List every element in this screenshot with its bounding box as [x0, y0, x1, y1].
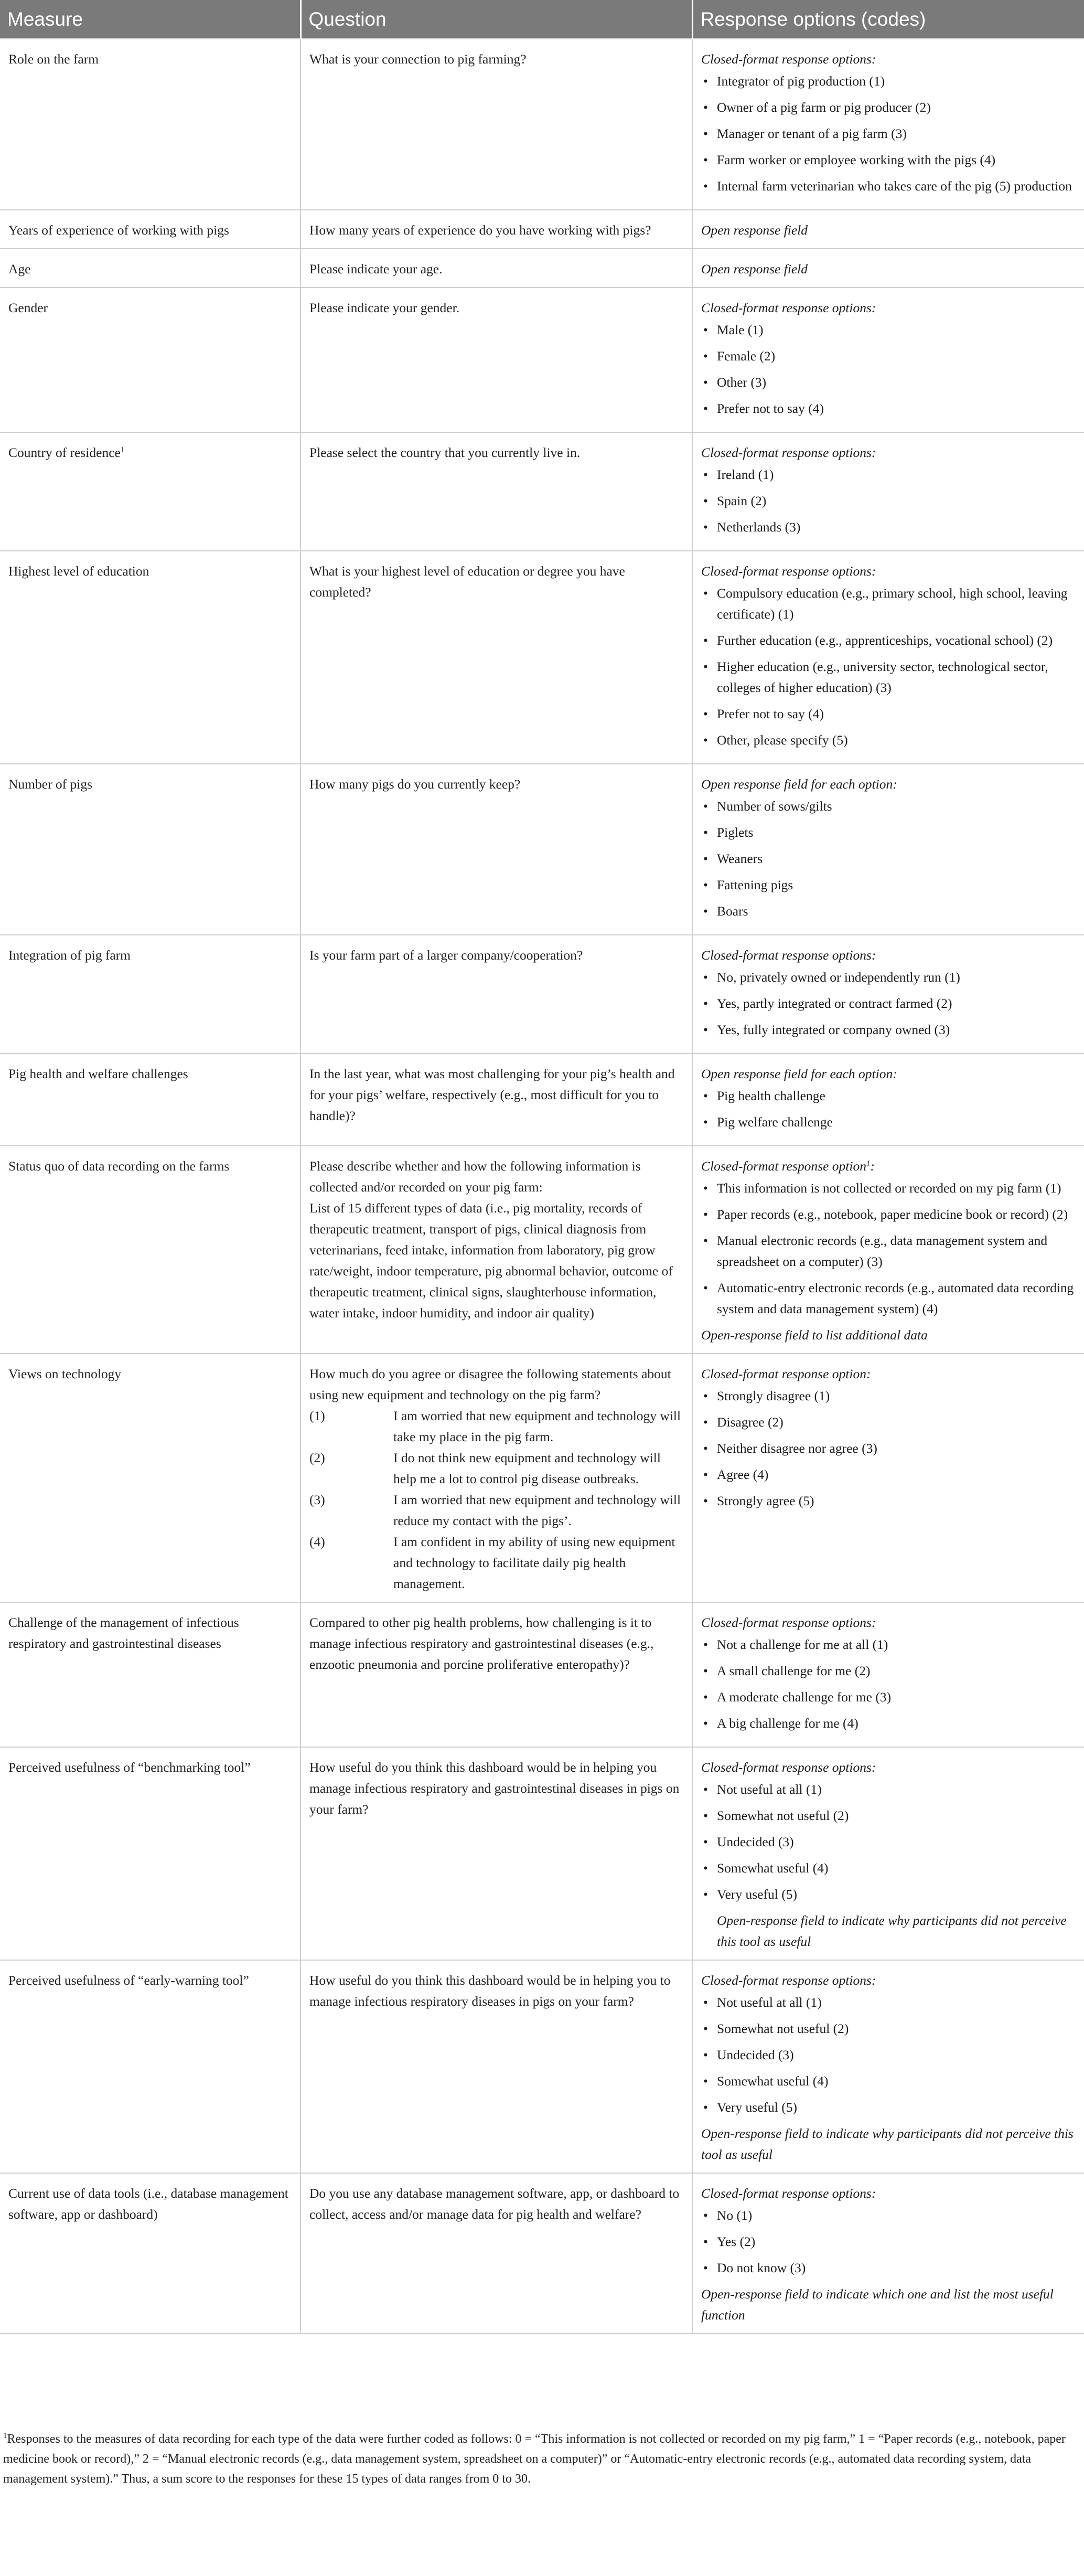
- measure-text: Perceived usefulness of “benchmarking tool”: [8, 1760, 251, 1775]
- measure-cell: [0, 1747, 300, 1960]
- question-text: How useful do you think this dashboard would be in helping you to manage infectious respiratory diseases in pigs on your farm?: [309, 1973, 671, 2009]
- question-cell: [300, 210, 692, 249]
- question-cell: [300, 935, 692, 1053]
- table-row: [0, 249, 1084, 288]
- measure-text: Pig health and welfare challenges: [8, 1066, 188, 1081]
- response-format-suffix: :: [870, 1158, 875, 1174]
- table-row: [0, 210, 1084, 249]
- response-option: • A big challenge for me (4): [701, 1713, 1077, 1734]
- response-option-list: [701, 1085, 1077, 1133]
- question-statement: [309, 1447, 684, 1489]
- response-option: • Netherlands (3): [701, 517, 1077, 538]
- response-option: • Male (1): [701, 320, 1077, 340]
- question-text: Compared to other pig health problems, how challenging is it to manage infectious respiratory and gastrointestinal diseases (e.g., enzootic pneumonia and porcine proliferative enteropathy)?: [309, 1615, 654, 1672]
- measure-footnote-marker: 1: [120, 445, 125, 454]
- measure-cell: [0, 210, 300, 249]
- measure-text: Highest level of education: [8, 563, 149, 579]
- measure-cell: [0, 1602, 300, 1747]
- response-option: • Undecided (3): [701, 1832, 1077, 1853]
- table-header: [0, 0, 1084, 39]
- response-options-cell: [692, 210, 1084, 249]
- question-text: Please describe whether and how the following information is collected and/or recorded on your pig farm:: [309, 1158, 641, 1195]
- response-option: • No (1): [701, 2205, 1077, 2226]
- response-options-cell: [692, 288, 1084, 432]
- question-cell: [300, 2173, 692, 2334]
- table-row: [0, 39, 1084, 210]
- table-row: [0, 1146, 1084, 1354]
- open-response-note: Open-response field to indicate why participants did not perceive this tool as useful: [701, 2126, 1074, 2162]
- question-text: How much do you agree or disagree the following statements about using new equipment and technology on the pig farm?: [309, 1366, 671, 1402]
- measure-cell: [0, 764, 300, 935]
- response-format-label: [701, 774, 1077, 795]
- question-text: In the last year, what was most challenging for your pig’s health and for your pigs’ welfare, respectively (e.g., most difficult for you to handle)?: [309, 1066, 675, 1123]
- response-option: • Strongly agree (5): [701, 1491, 1077, 1511]
- measure-cell: [0, 432, 300, 551]
- statement-text: I am confident in my ability of using new equipment and technology to facilitate daily pig health management.: [393, 1534, 675, 1591]
- question-text: Do you use any database management software, app, or dashboard to collect, access and/or manage data for pig health and welfare?: [309, 2186, 680, 2222]
- response-option: • A moderate challenge for me (3): [701, 1687, 1077, 1708]
- response-option: • Internal farm veterinarian who takes care of the pig (5) production: [701, 176, 1077, 197]
- response-option-list: [701, 320, 1077, 419]
- response-option: • Farm worker or employee working with the pigs (4): [701, 150, 1077, 171]
- response-options-cell: [692, 39, 1084, 210]
- response-format-text: Closed-format response options:: [701, 1615, 876, 1630]
- response-option: • Paper records (e.g., notebook, paper medicine book or record) (2): [701, 1204, 1077, 1225]
- measure-cell: [0, 2173, 300, 2334]
- response-option: • Not a challenge for me at all (1): [701, 1634, 1077, 1655]
- table-row: [0, 1354, 1084, 1602]
- table-row: [0, 432, 1084, 551]
- measure-cell: [0, 1146, 300, 1354]
- question-cell: [300, 1747, 692, 1960]
- header-question: Question: [300, 0, 692, 39]
- question-cell: [300, 288, 692, 432]
- response-option: • Boars: [701, 901, 1077, 922]
- table-row: [0, 1747, 1084, 1960]
- response-options-cell: [692, 1053, 1084, 1146]
- measure-cell: [0, 1053, 300, 1146]
- response-option: • Female (2): [701, 346, 1077, 367]
- question-text: Please select the country that you currently live in.: [309, 445, 581, 460]
- header-response-options: Response options (codes): [692, 0, 1084, 39]
- response-option: • Compulsory education (e.g., primary school, high school, leaving certificate) (1): [701, 583, 1077, 625]
- response-format-label: [701, 561, 1077, 582]
- response-format-text: Closed-format response options:: [701, 563, 876, 579]
- statement-text: I am worried that new equipment and technology will take my place in the pig farm.: [393, 1408, 681, 1444]
- measure-cell: [0, 39, 300, 210]
- response-option: • Automatic-entry electronic records (e.g., automated data recording system and data management system) (4): [701, 1278, 1077, 1319]
- response-option: • Integrator of pig production (1): [701, 71, 1077, 92]
- response-option: • Somewhat not useful (2): [701, 1805, 1077, 1826]
- response-option: • Not useful at all (1): [701, 1779, 1077, 1800]
- measure-text: Perceived usefulness of “early-warning tool”: [8, 1973, 249, 1988]
- question-data-types: List of 15 different types of data (i.e., pig mortality, records of therapeutic treatment, transport of pigs, clinical diagnosis from veterinarians, feed intake, information from laboratory, pig grow rate/weight, indoor temperature, pig abnormal behavior, outcome of therapeutic treatment, clinical signs, slaughterhouse information, water intake, indoor humidity, and indoor air quality): [309, 1200, 673, 1321]
- response-option-list: [701, 464, 1077, 538]
- response-option-list: [701, 1178, 1077, 1319]
- header-row: [0, 0, 1084, 39]
- response-options-cell: [692, 432, 1084, 551]
- question-text: What is your highest level of education or degree you have completed?: [309, 563, 625, 600]
- table-row: [0, 764, 1084, 935]
- measure-text: Years of experience of working with pigs: [8, 222, 229, 238]
- statement-number: (3): [309, 1492, 325, 1507]
- response-option-list: [701, 71, 1077, 197]
- response-format-label: [701, 1364, 1077, 1385]
- response-option: • Fattening pigs: [701, 875, 1077, 896]
- response-format-text: Closed-format response option:: [701, 1366, 871, 1381]
- table-row: [0, 1053, 1084, 1146]
- response-option: • Undecided (3): [701, 2045, 1077, 2066]
- response-format-text: Closed-format response options:: [701, 51, 876, 67]
- response-option: • Further education (e.g., apprenticeships, vocational school) (2): [701, 630, 1077, 651]
- response-format-text: Closed-format response options:: [701, 1760, 876, 1775]
- question-cell: [300, 1146, 692, 1354]
- open-response-note: Open-response field to list additional data: [701, 1327, 928, 1343]
- table-row: [0, 2173, 1084, 2334]
- footnote-marker: 1: [3, 2432, 7, 2440]
- response-option: • Prefer not to say (4): [701, 398, 1077, 419]
- measure-text: Role on the farm: [8, 51, 99, 67]
- response-format-label: [701, 1970, 1077, 1991]
- question-statement: [309, 1406, 684, 1447]
- question-text: Please indicate your gender.: [309, 300, 460, 315]
- measure-cell: [0, 935, 300, 1053]
- response-format-label: [701, 259, 1077, 280]
- table-row: [0, 551, 1084, 764]
- question-cell: [300, 764, 692, 935]
- measure-cell: [0, 1960, 300, 2173]
- measure-text: Age: [8, 261, 31, 276]
- response-format-label: [701, 442, 1077, 463]
- response-format-label: [701, 1063, 1077, 1084]
- response-options-cell: [692, 2173, 1084, 2334]
- response-option: • Yes, partly integrated or contract farmed (2): [701, 993, 1077, 1014]
- response-option: • Other (3): [701, 372, 1077, 393]
- response-format-label: [701, 2183, 1077, 2204]
- response-format-text: Open response field for each option:: [701, 1066, 897, 1081]
- question-text: How many pigs do you currently keep?: [309, 776, 521, 792]
- measure-cell: [0, 249, 300, 288]
- response-format-text: Closed-format response option: [701, 1158, 866, 1174]
- question-cell: [300, 432, 692, 551]
- response-option: • No, privately owned or independently run (1): [701, 967, 1077, 988]
- response-option: • Agree (4): [701, 1464, 1077, 1485]
- response-options-cell: [692, 1747, 1084, 1960]
- question-text: How useful do you think this dashboard would be in helping you manage infectious respiratory and gastrointestinal diseases in pigs on your farm?: [309, 1760, 680, 1817]
- question-statement-list: [309, 1406, 684, 1594]
- response-options-cell: [692, 764, 1084, 935]
- response-option: • A small challenge for me (2): [701, 1660, 1077, 1681]
- response-options-cell: [692, 551, 1084, 764]
- measure-cell: [0, 551, 300, 764]
- statement-number: (1): [309, 1408, 325, 1423]
- response-format-label: [701, 49, 1077, 70]
- response-option: • Pig welfare challenge: [701, 1112, 1077, 1133]
- question-text: How many years of experience do you have working with pigs?: [309, 222, 651, 238]
- measure-cell: [0, 288, 300, 432]
- response-format-text: Open response field for each option:: [701, 776, 897, 792]
- response-option: • Weaners: [701, 848, 1077, 869]
- response-options-cell: [692, 1146, 1084, 1354]
- footnote-text: Responses to the measures of data recording for each type of the data were further coded as follows: 0 = “This information is not collected or recorded on my pig farm,” 1 = “Paper records (e.g., notebook, paper medicine book or record),” 2 = “Manual electronic records (e.g., data management system, spreadsheet on a computer)” or “Automatic-entry electronic records (e.g., automated data recording system, data management system).” Thus, a sum score to the responses for these 15 types of data ranges from 0 to 30.: [3, 2432, 1066, 2486]
- question-text: Please indicate your age.: [309, 261, 443, 276]
- open-response-note: Open-response field to indicate why participants did not perceive this tool as useful: [717, 1913, 1067, 1949]
- table-row: [0, 935, 1084, 1053]
- response-option: • Other, please specify (5): [701, 730, 1077, 751]
- response-option: • Do not know (3): [701, 2258, 1077, 2279]
- response-option: • Manual electronic records (e.g., data management system and spreadsheet on a computer) (3): [701, 1230, 1077, 1272]
- response-option: • Not useful at all (1): [701, 1992, 1077, 2013]
- response-option: • Owner of a pig farm or pig producer (2): [701, 97, 1077, 118]
- response-option: • Ireland (1): [701, 464, 1077, 485]
- table-row: [0, 288, 1084, 432]
- question-cell: [300, 551, 692, 764]
- response-options-cell: [692, 1354, 1084, 1602]
- response-format-text: Open response field: [701, 261, 808, 276]
- response-option: • Somewhat not useful (2): [701, 2018, 1077, 2039]
- response-option: • Disagree (2): [701, 1412, 1077, 1433]
- response-format-text: Open response field: [701, 222, 808, 238]
- table-footnote: [0, 2429, 1084, 2489]
- measure-text: Current use of data tools (i.e., database management software, app or dashboard): [8, 2186, 288, 2222]
- measure-text: Number of pigs: [8, 776, 93, 792]
- response-option: • Yes, fully integrated or company owned (3): [701, 1019, 1077, 1040]
- response-option-list: [701, 583, 1077, 751]
- question-cell: [300, 1053, 692, 1146]
- response-option: • Pig health challenge: [701, 1085, 1077, 1106]
- response-footnote-marker: 1: [866, 1159, 871, 1168]
- response-format-label: [701, 1156, 1077, 1177]
- question-statement: [309, 1489, 684, 1531]
- response-options-cell: [692, 935, 1084, 1053]
- response-option-list: [701, 796, 1077, 922]
- statement-number: (4): [309, 1534, 325, 1549]
- question-cell: [300, 1960, 692, 2173]
- response-option-list: [701, 1779, 1077, 1905]
- question-text: Is your farm part of a larger company/cooperation?: [309, 948, 583, 963]
- response-option-list: [701, 1386, 1077, 1511]
- response-option: • Number of sows/gilts: [701, 796, 1077, 817]
- response-format-label: [701, 220, 1077, 241]
- measure-text: Country of residence: [8, 445, 121, 460]
- question-text: What is your connection to pig farming?: [309, 51, 527, 67]
- response-format-text: Closed-format response options:: [701, 948, 876, 963]
- measure-text: Status quo of data recording on the farms: [8, 1158, 230, 1174]
- response-format-text: Closed-format response options:: [701, 300, 876, 315]
- header-measure: Measure: [0, 0, 300, 39]
- question-cell: [300, 39, 692, 210]
- response-option: • Yes (2): [701, 2231, 1077, 2252]
- response-option-list: [701, 1634, 1077, 1734]
- table-body: [0, 39, 1084, 2334]
- response-options-cell: [692, 249, 1084, 288]
- response-option-list: [701, 2205, 1077, 2279]
- response-format-label: [701, 297, 1077, 318]
- question-cell: [300, 249, 692, 288]
- response-option: • Very useful (5): [701, 2097, 1077, 2118]
- response-options-cell: [692, 1602, 1084, 1747]
- response-option: • Strongly disagree (1): [701, 1386, 1077, 1407]
- response-format-text: Closed-format response options:: [701, 445, 876, 460]
- open-response-note: Open-response field to indicate which one and list the most useful function: [701, 2286, 1054, 2323]
- response-option: • Higher education (e.g., university sector, technological sector, colleges of higher education) (3): [701, 656, 1077, 698]
- response-format-text: Closed-format response options:: [701, 1973, 876, 1988]
- measure-text: Integration of pig farm: [8, 948, 131, 963]
- response-option: • Somewhat useful (4): [701, 1858, 1077, 1879]
- response-format-label: [701, 1612, 1077, 1633]
- question-statement: [309, 1531, 684, 1594]
- table-row: [0, 1602, 1084, 1747]
- response-format-label: [701, 945, 1077, 966]
- response-option: • Prefer not to say (4): [701, 704, 1077, 725]
- response-format-label: [701, 1757, 1077, 1778]
- statement-number: (2): [309, 1450, 325, 1465]
- measure-text: Views on technology: [8, 1366, 122, 1381]
- statement-text: I am worried that new equipment and technology will reduce my contact with the pigs’.: [393, 1492, 681, 1528]
- table-row: [0, 1960, 1084, 2173]
- response-options-cell: [692, 1960, 1084, 2173]
- response-option: • Somewhat useful (4): [701, 2071, 1077, 2092]
- question-cell: [300, 1602, 692, 1747]
- measure-cell: [0, 1354, 300, 1602]
- response-format-text: Closed-format response options:: [701, 2186, 876, 2201]
- response-option: • Manager or tenant of a pig farm (3): [701, 123, 1077, 144]
- response-option: • Very useful (5): [701, 1884, 1077, 1905]
- measure-text: Gender: [8, 300, 48, 315]
- response-option-list: [701, 1992, 1077, 2118]
- statement-text: I do not think new equipment and technology will help me a lot to control pig disease outbreaks.: [393, 1450, 661, 1486]
- measure-text: Challenge of the management of infectious respiratory and gastrointestinal diseases: [8, 1615, 239, 1651]
- response-option: • Neither disagree nor agree (3): [701, 1438, 1077, 1459]
- response-option-list: [701, 967, 1077, 1040]
- response-option: • This information is not collected or recorded on my pig farm (1): [701, 1178, 1077, 1199]
- response-option: • Spain (2): [701, 491, 1077, 512]
- question-cell: [300, 1354, 692, 1602]
- response-option: • Piglets: [701, 822, 1077, 843]
